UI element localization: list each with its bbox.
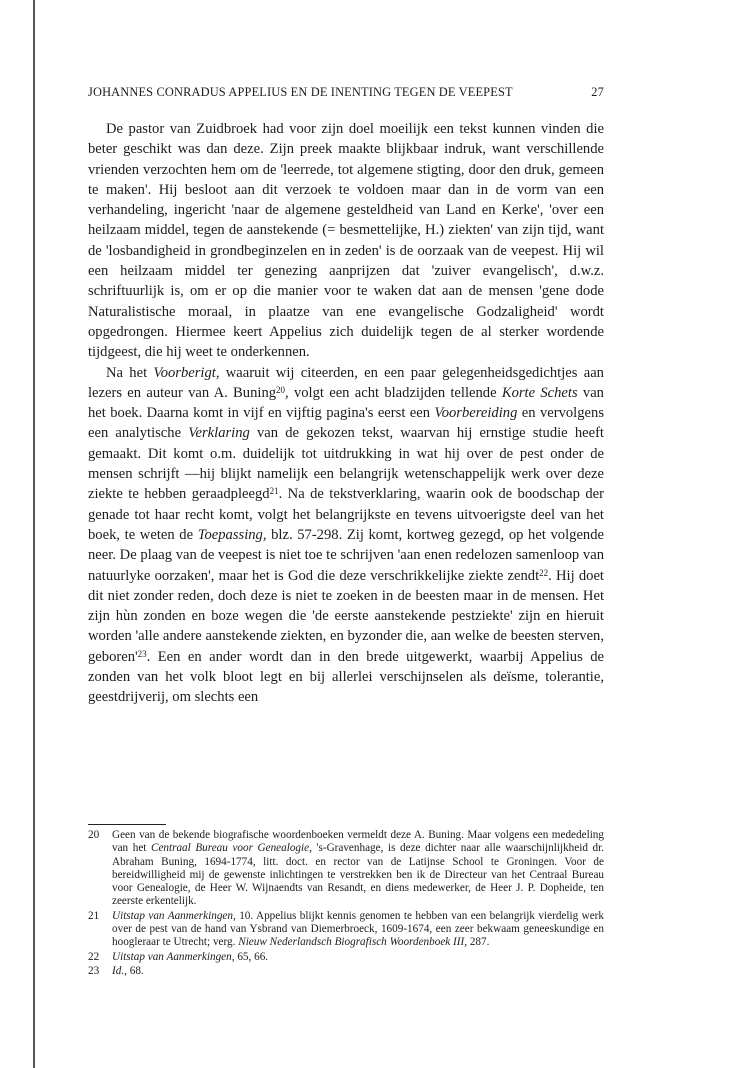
footnotes [88, 824, 604, 979]
italic-text: Centraal Bureau voor Genealogie [150, 842, 310, 855]
footnote [88, 951, 604, 964]
text-run: . Hij doet dit niet zonder reden, doch deze is niet te zoeken in de beesten maar in de mensen. Het zijn hùn zonden en boze wegen die 'de eerste aanstekende pestziekte' zijn en hieruit worden 'alle andere aanstekende ziekten, en byzonder die, aan welke de beesten sterven, geboren' [88, 567, 604, 665]
running-head [88, 84, 604, 100]
italic-text: Toepassing, [197, 526, 267, 543]
text-run: blz. 57-298. Zij komt, kortweg gezegd, op het volgende neer. De plaag van de veepest is niet toe te schrijven 'aan enen redelozen samenloop van natuurlyke oorzaken', maar het is God die deze verschrikkelijke ziekte zendt [88, 526, 605, 584]
footnote-text [112, 829, 604, 909]
body-text [88, 119, 604, 708]
text-run: , volgt een acht bladzijden tellende [285, 384, 502, 401]
text-run: , 's-Gravenhage, is deze dichter naar alle waarschijnlijkheid dr. Abraham Buning, 1694-1774, litt. doct. en rector van de Latijnse School te Groningen. Voor de bereidwilligheid mij de gewenste inlichtingen te verstrekken ben ik de Directeur van het Centraal Bureau voor Genealogie, de Heer W. Wijnaendts van Resandt, en diens medewerker, de Heer J. P. Dopheide, ten zeerste erkentelijk. [112, 842, 604, 908]
page [88, 84, 604, 708]
footnote [88, 910, 604, 950]
paragraph [88, 119, 604, 363]
running-head-title: JOHANNES CONRADUS APPELIUS EN DE INENTING TEGEN DE VEEPEST [88, 85, 513, 99]
text-run: 65, 66. [234, 950, 269, 963]
text-run: en vervolgens een analytische [88, 405, 604, 442]
italic-text: Voorbereiding [434, 405, 518, 422]
scan-edge-line [33, 0, 35, 1068]
footnote-number: 21 [88, 909, 100, 922]
text-run: Geen van de bekende biografische woordenboeken vermeldt deze A. Buning. Maar volgens een mededeling van het [112, 829, 604, 855]
text-run: . Een en ander wordt dan in den brede uitgewerkt, waarbij Appelius de zonden van het volk bloot legt en bij allerlei verschijnselen als deïsme, tolerantie, geestdrijverij, om slechts een [88, 648, 604, 706]
italic-text: Nieuw Nederlandsch Biografisch Woordenboek III, [238, 936, 468, 949]
page-number: 27 [591, 85, 604, 99]
italic-text: Voorberigt, [153, 364, 220, 381]
footnote-text [112, 951, 604, 964]
footnote-reference: 21 [269, 486, 279, 497]
italic-text: Korte Schets [501, 384, 578, 401]
text-run: . Na de tekstverklaring, waarin ook de boodschap der genade tot haar recht komt, volgt het belangrijkste en tevens uitvoerigste deel van het boek, te weten de [88, 486, 605, 543]
footnote-number: 23 [88, 964, 100, 977]
italic-text: Uitstap van Aanmerkingen, [112, 909, 236, 922]
footnote-number: 20 [88, 829, 100, 841]
paragraph [88, 363, 604, 708]
text-run: De pastor van Zuidbroek had voor zijn doel moeilijk een tekst kunnen vinden die beter geschikt was dan deze. Zijn preek maakte blijkbaar indruk, want verschillende vrienden verzochten hem om de 'leerrede, tot algemene stigting, door den druk, gemeen te maken'. Hij besloot aan dit verzoek te voldoen maar dan in de vorm van een verhandeling, ingericht 'naar de algemene gesteldheid van Land en Kerke', 'over een heilzaam middel, tegen de aanstekende (= besmettelijke, H.) ziekten' van zijn tijd, want de 'losbandigheid in grondbeginzelen en in zeden' is de oorzaak van de veepest. Hij wil een heilzaam middel ter genezing aanprijzen dat 'zuiver evangelisch', d.w.z. schriftuurlijk is, om er op die manier voor te waken dat aan de mensen 'gene dode Naturalistische moraal, in plaatze van ene evangelische Godzaligheid' wordt opgedrongen. Hiermee keert Appelius zich duidelijk tegen de al sterker wordende tijdgeest, die hij weet te onderkennen. [88, 121, 604, 361]
footnote-rule [88, 824, 166, 825]
text-run: Na het [106, 364, 154, 381]
footnote-reference: 22 [539, 567, 549, 578]
footnote [88, 829, 604, 909]
footnote-text [112, 910, 604, 950]
italic-text: Uitstap van Aanmerkingen, [112, 950, 235, 963]
italic-text: Id., [112, 964, 127, 977]
footnote-reference: 23 [137, 648, 147, 659]
footnote-number: 22 [88, 950, 100, 963]
footnote [88, 965, 604, 978]
footnote-text [112, 965, 604, 978]
text-run: van het boek. Daarna komt in vijf en vijftig pagina's eerst een [88, 384, 604, 422]
footnote-reference: 20 [276, 384, 286, 395]
text-run: van de gekozen tekst, waarvan hij ernstige studie heeft gemaakt. Dit komt o.m. duidelijk tot uitdrukking in wat hij over de pest onder de mensen schrijft —hij blijkt namelijk een belangrijk wetenschappelijk werk over deze ziekte te hebben geraadpleegd [88, 425, 604, 503]
text-run: 287. [467, 936, 490, 949]
italic-text: Verklaring [188, 425, 250, 442]
text-run: 10. Appelius blijkt kennis genomen te hebben van een belangrijk vierdelig werk over de pest van de hand van Ysbrand van Diemerbroeck, 1609-1674, een zeer bekwaam geneeskundige en hoogleraar te Utrecht; verg. [112, 909, 604, 949]
text-run: waaruit wij citeerden, en een paar gelegenheidsgedichtjes aan lezers en auteur van A. Buning [88, 364, 604, 401]
text-run: 68. [126, 964, 144, 977]
